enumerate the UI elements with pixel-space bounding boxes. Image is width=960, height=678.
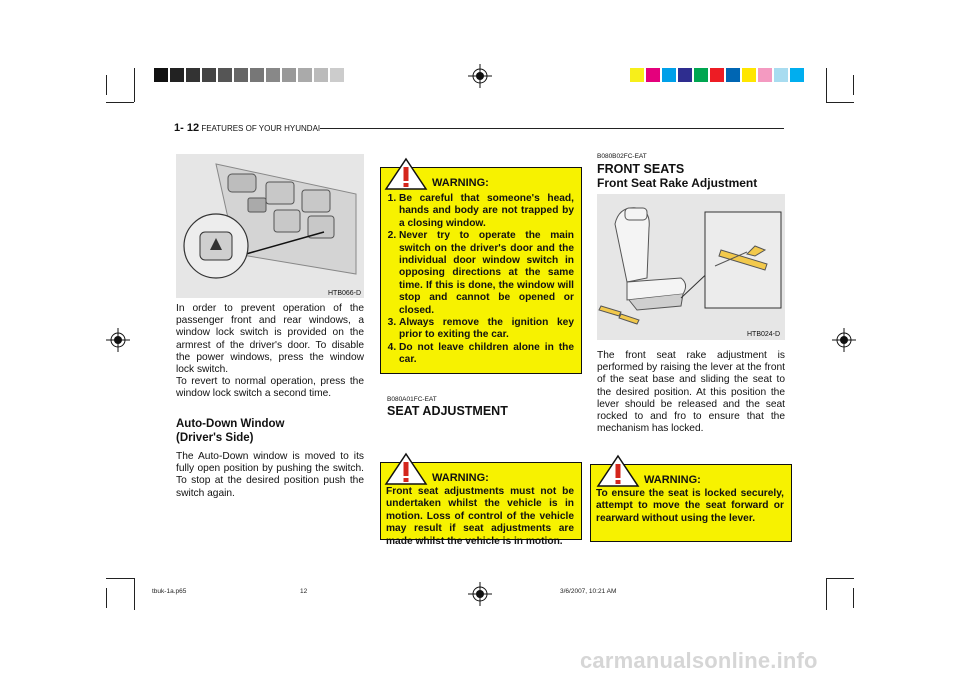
seat-rake-paragraph: The front seat rake adjustment is performed by raising the lever at the front of the seat base and sliding the seat to the desired position. At this position the lever should be released and the seat rocked to and fro to ensure that the mechanism has locked. xyxy=(597,350,785,435)
color-swatch xyxy=(218,68,232,82)
crop-mark xyxy=(826,578,827,610)
color-swatch xyxy=(202,68,216,82)
section-code: B080A01FC-EAT xyxy=(387,396,437,403)
crop-mark xyxy=(106,75,107,95)
color-swatch xyxy=(234,68,248,82)
crop-mark xyxy=(134,578,135,610)
color-swatch xyxy=(630,68,644,82)
registration-mark-icon xyxy=(468,582,492,606)
warning-item: 2. Never try to operate the main switch on the driver's door and the individual door window switch in opposing directions at the same time. If this is done, the window will stop and cannot be opened or closed. xyxy=(399,230,574,317)
warning-item: 4. Do not leave children alone in the car. xyxy=(399,342,574,367)
window-lock-revert-text: To revert to normal operation, press the window lock switch a second time. xyxy=(176,376,364,400)
warning-item: 3. Always remove the ignition key prior to exiting the car. xyxy=(399,317,574,342)
section-title: FEATURES OF YOUR HYUNDAI xyxy=(201,124,321,133)
figure-code: HTB066-D xyxy=(328,290,362,297)
crop-mark xyxy=(853,75,854,95)
color-swatch xyxy=(710,68,724,82)
color-swatch xyxy=(250,68,264,82)
footer-file: tbuk-1a.p65 xyxy=(152,588,187,595)
warning-text-seat-lock: To ensure the seat is locked securely, attempt to move the seat forward or rearward without using the lever. xyxy=(596,488,784,524)
section-code: B080B02FC-EAT xyxy=(597,153,647,160)
registration-mark-icon xyxy=(832,328,856,352)
front-seat-rake-heading: Front Seat Rake Adjustment xyxy=(597,176,758,190)
window-switch-illustration xyxy=(176,154,364,298)
crop-mark xyxy=(826,102,854,103)
watermark: carmanualsonline.info xyxy=(580,648,818,673)
figure-code: HTB024-D xyxy=(747,331,781,338)
color-swatch xyxy=(726,68,740,82)
front-seats-heading: FRONT SEATS xyxy=(597,162,685,176)
seat-illustration xyxy=(597,194,785,340)
seat-adjustment-heading: SEAT ADJUSTMENT xyxy=(387,404,508,418)
registration-mark-icon xyxy=(468,64,492,88)
warning-text-seat-motion: Front seat adjustments must not be undertaken whilst the vehicle is in motion. Loss of control of the vehicle may result if seat adjustments are made whilst the vehicle is in motion. xyxy=(386,486,574,547)
color-swatch xyxy=(774,68,788,82)
auto-down-heading-line1: Auto-Down Window xyxy=(176,418,285,430)
warning-title: WARNING: xyxy=(432,472,489,484)
window-lock-text: In order to prevent operation of the passenger front and rear windows, a window lock switch is provided on the armrest of the driver's door. To disable the power windows, press the window lock switch. xyxy=(176,303,364,376)
page-number: 1- 12 xyxy=(174,122,200,134)
window-switch-figure xyxy=(176,154,364,298)
color-swatch xyxy=(790,68,804,82)
header-rule xyxy=(320,128,784,129)
seat-rake-figure xyxy=(597,194,785,340)
warning-triangle-icon xyxy=(596,454,640,488)
warning-triangle-icon xyxy=(384,452,428,486)
color-swatch xyxy=(330,68,344,82)
warning-list-windows xyxy=(386,193,574,367)
crop-mark xyxy=(106,588,107,608)
registration-mark-icon xyxy=(106,328,130,352)
crop-mark xyxy=(106,578,134,579)
color-swatch xyxy=(282,68,296,82)
warning-title: WARNING: xyxy=(432,177,489,189)
color-swatch xyxy=(298,68,312,82)
auto-down-heading-line2: (Driver's Side) xyxy=(176,432,254,444)
color-swatch xyxy=(678,68,692,82)
color-swatch xyxy=(742,68,756,82)
warning-title: WARNING: xyxy=(644,474,701,486)
crop-mark xyxy=(134,68,135,102)
crop-mark xyxy=(826,68,827,102)
window-lock-paragraph xyxy=(176,303,364,401)
color-swatch xyxy=(662,68,676,82)
color-swatch xyxy=(154,68,168,82)
warning-triangle-icon xyxy=(384,157,428,191)
color-swatch xyxy=(646,68,660,82)
color-swatch xyxy=(694,68,708,82)
page-header xyxy=(174,122,320,134)
auto-down-heading xyxy=(176,417,364,445)
color-swatch xyxy=(170,68,184,82)
crop-mark xyxy=(826,578,854,579)
auto-down-paragraph: The Auto-Down window is moved to its fully open position by pushing the switch. To stop at the desired position push the switch again. xyxy=(176,451,364,499)
color-swatch xyxy=(266,68,280,82)
crop-mark xyxy=(853,588,854,608)
footer-date: 3/6/2007, 10:21 AM xyxy=(560,588,617,595)
crop-mark xyxy=(106,102,134,103)
footer-page: 12 xyxy=(300,588,308,595)
color-swatch xyxy=(186,68,200,82)
color-swatch xyxy=(758,68,772,82)
color-swatch xyxy=(314,68,328,82)
warning-item: 1. Be careful that someone's head, hands and body are not trapped by a closing window. xyxy=(399,193,574,230)
